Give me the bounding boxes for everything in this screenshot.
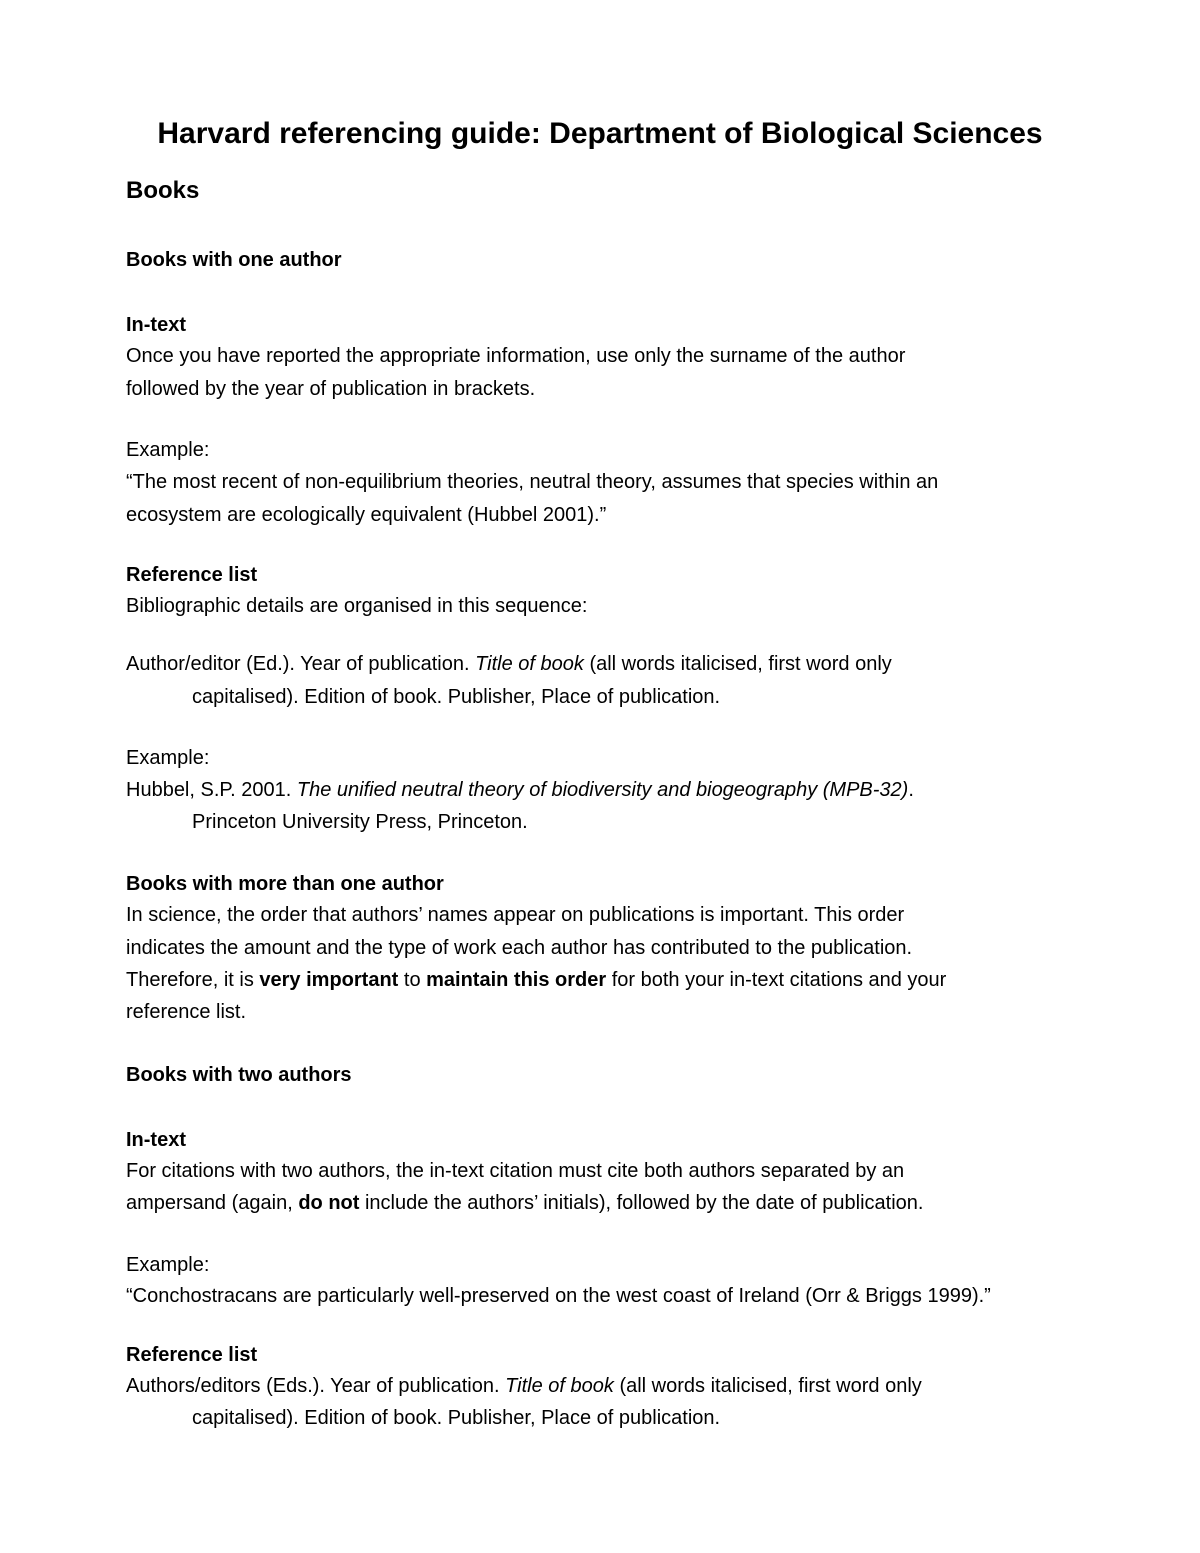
- subsection-heading-two-authors: Books with two authors: [126, 1064, 352, 1086]
- reference-format-continuation: capitalised). Edition of book. Publisher, Place of publication.: [192, 1407, 721, 1429]
- reference-format-part: Authors/editors (Eds.). Year of publication.: [126, 1375, 506, 1397]
- body-text: indicates the amount and the type of work each author has contributed to the publication.: [126, 937, 913, 959]
- example-label: Example:: [126, 439, 210, 461]
- body-text: [126, 1190, 923, 1216]
- body-text: reference list.: [126, 1001, 247, 1023]
- example-label: Example:: [126, 1254, 210, 1276]
- example-quote: “Conchostracans are particularly well-preserved on the west coast of Ireland (Orr & Briggs 1999).”: [126, 1285, 991, 1307]
- example-quote: ecosystem are ecologically equivalent (Hubbel 2001).”: [126, 504, 607, 526]
- example-label: Example:: [126, 747, 210, 769]
- reference-format-part: (all words italicised, first word only: [583, 653, 892, 675]
- subsection-heading-one-author: Books with one author: [126, 249, 342, 271]
- example-quote: “The most recent of non-equilibrium theories, neutral theory, assumes that species within an: [126, 471, 939, 493]
- emphasis-text: very important: [259, 969, 399, 991]
- reference-format-continuation: capitalised). Edition of book. Publisher, Place of publication.: [192, 686, 721, 708]
- reference-list-heading: Reference list: [126, 564, 258, 586]
- intext-heading: In-text: [126, 1129, 186, 1151]
- reference-format-title: Title of book: [475, 653, 584, 675]
- body-text: [126, 967, 946, 993]
- body-text: followed by the year of publication in brackets.: [126, 378, 536, 400]
- section-heading-books: Books: [126, 177, 200, 204]
- reference-list-heading: Reference list: [126, 1344, 258, 1366]
- subsection-heading-more-authors: Books with more than one author: [126, 873, 444, 895]
- reference-format-part: Author/editor (Ed.). Year of publication.: [126, 653, 476, 675]
- text-part: ampersand (again,: [126, 1192, 299, 1214]
- reference-example-part: .: [908, 779, 914, 801]
- reference-format: [126, 1373, 922, 1399]
- reference-example-part: Hubbel, S.P. 2001.: [126, 779, 297, 801]
- emphasis-text: maintain this order: [426, 969, 607, 991]
- reference-format-title: Title of book: [505, 1375, 614, 1397]
- reference-format-part: (all words italicised, first word only: [613, 1375, 922, 1397]
- body-text: Once you have reported the appropriate information, use only the surname of the author: [126, 345, 906, 367]
- page-title: Harvard referencing guide: Department of Biological Sciences: [157, 117, 1043, 150]
- emphasis-text: do not: [298, 1192, 360, 1214]
- body-text: For citations with two authors, the in-text citation must cite both authors separated by an: [126, 1160, 905, 1182]
- body-text: In science, the order that authors’ names appear on publications is important. This order: [126, 904, 905, 926]
- text-part: for both your in-text citations and your: [606, 969, 947, 991]
- reference-format: [126, 651, 892, 677]
- text-part: to: [398, 969, 427, 991]
- text-part: Therefore, it is: [126, 969, 260, 991]
- reference-example: [126, 777, 914, 803]
- reference-example-title: The unified neutral theory of biodiversity and biogeography (MPB-32): [296, 779, 909, 801]
- intext-heading: In-text: [126, 314, 186, 336]
- reference-example-continuation: Princeton University Press, Princeton.: [192, 811, 528, 833]
- body-text: Bibliographic details are organised in this sequence:: [126, 595, 588, 617]
- text-part: include the authors’ initials), followed by the date of publication.: [359, 1192, 924, 1214]
